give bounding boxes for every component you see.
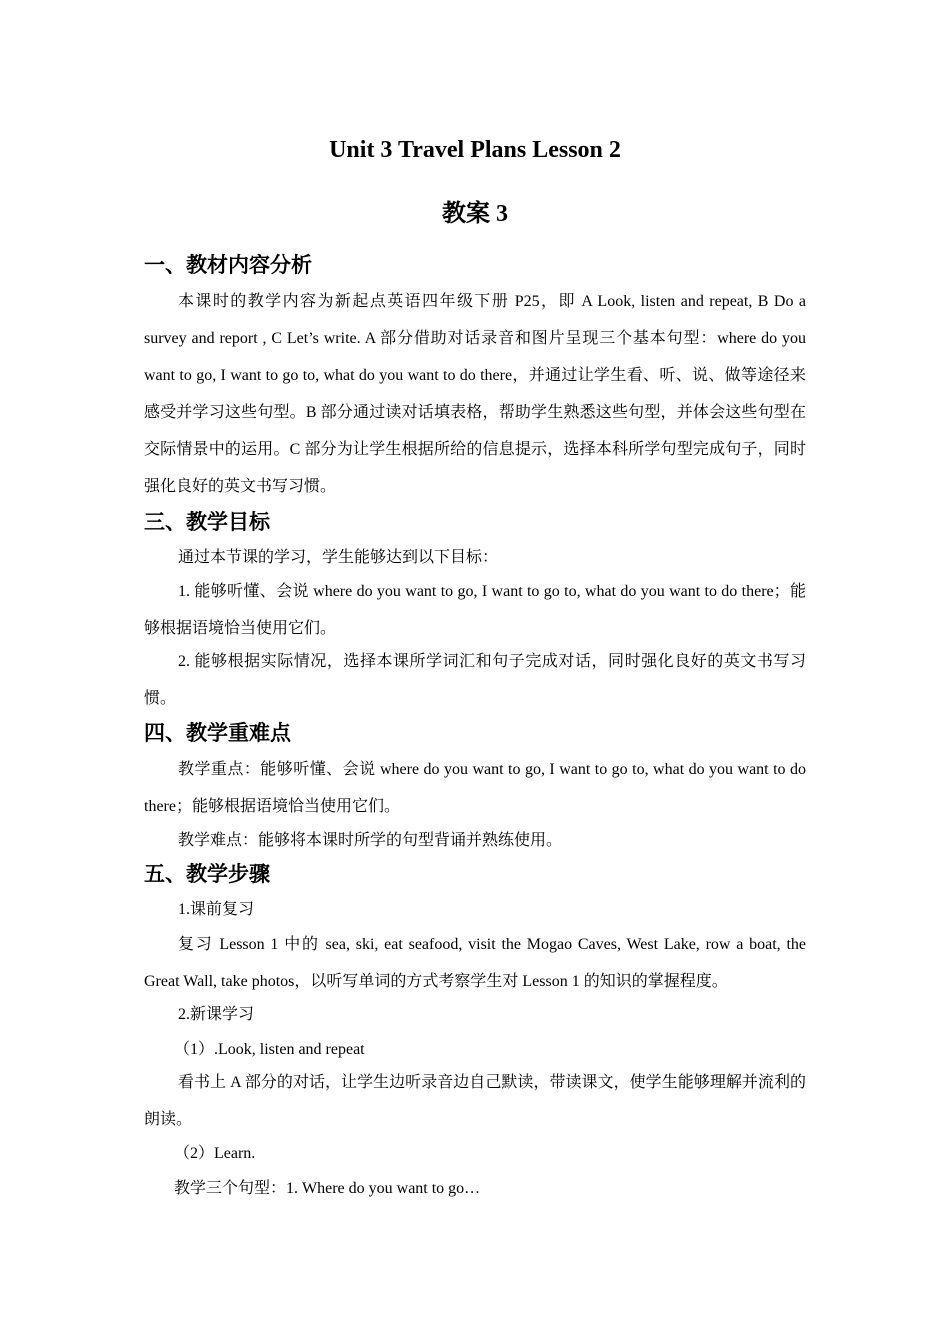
paragraph-goal-2: 2. 能够根据实际情况，选择本课所学词汇和句子完成对话，同时强化良好的英文书写习惯。 [144, 653, 806, 707]
paragraph-step-2-2-title: （2）Learn. [174, 1145, 256, 1162]
paragraph-key-point: 教学重点：能够听懂、会说 where do you want to go, I want to go to, what do you want to do there；能够根据语境恰当使用它们。 [144, 761, 806, 815]
section-heading-teaching-goals: 三、教学目标 [144, 510, 270, 534]
paragraph-materials-analysis: 本课时的教学内容为新起点英语四年级下册 P25，即 A Look, listen and repeat, B Do a survey and report , C Let’s write. A 部分借助对话录音和图片呈现三个基本句型：where do you want to go, I want to go to, what do you want to do there，并通过让学生看、听、说、做等途径来感受并学习这些句型。B 部分通过读对话填表格，帮助学生熟悉这些句型，并体会这些句型在交际情景中的运用。C 部分为让学生根据所给的信息提示，选择本科所学句型完成句子，同时强化良好的英文书写习惯。 [144, 293, 806, 495]
document-subtitle: 教案 3 [442, 201, 508, 227]
section-heading-materials-analysis: 一、教材内容分析 [144, 253, 312, 277]
paragraph-step-2-2-content: 教学三个句型：1. Where do you want to go… [174, 1180, 481, 1197]
paragraph-goal-1: 1. 能够听懂、会说 where do you want to go, I want to go to, what do you want to do there；能够根据语境恰当使用它们。 [144, 583, 806, 637]
section-heading-teaching-steps: 五、教学步骤 [144, 862, 270, 886]
paragraph-step-2-1-title: （1）.Look, listen and repeat [174, 1041, 365, 1058]
document-title: Unit 3 Travel Plans Lesson 2 [329, 137, 621, 163]
paragraph-step-2-title: 2.新课学习 [178, 1006, 255, 1023]
paragraph-step-1-content: 复习 Lesson 1 中的 sea, ski, eat seafood, visit the Mogao Caves, West Lake, row a boat, the Great Wall, take photos，以听写单词的方式考察学生对 Lesson 1 的知识的掌握程度。 [144, 936, 806, 990]
paragraph-difficult-point: 教学难点：能够将本课时所学的句型背诵并熟练使用。 [178, 832, 563, 849]
paragraph-step-1-title: 1.课前复习 [178, 901, 255, 918]
paragraph-goals-intro: 通过本节课的学习，学生能够达到以下目标： [178, 549, 499, 566]
section-heading-key-difficult-points: 四、教学重难点 [144, 721, 291, 745]
paragraph-step-2-1-content: 看书上 A 部分的对话，让学生边听录音边自己默读，带读课文，使学生能够理解并流利的朗读。 [144, 1074, 806, 1128]
